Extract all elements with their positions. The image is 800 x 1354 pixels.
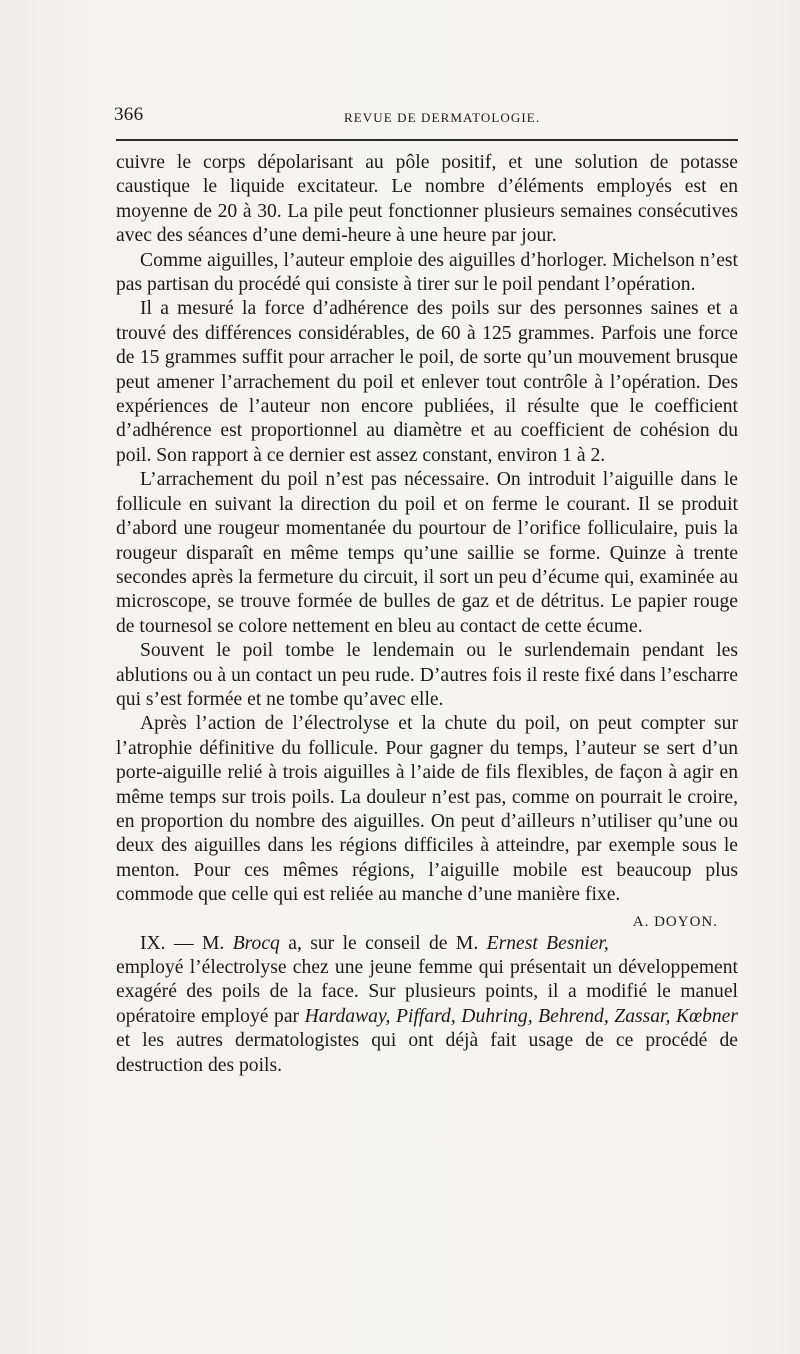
paragraph-6-text: Après l’action de l’électrolyse et la chute du poil, on peut compter sur l’atrophie définitive du follicule. Pour gagner du temps, l’auteur se sert d’un porte-aiguille relié à trois aiguilles à l’aide de fils flexibles, de façon à agir en même temps sur trois poils. La douleur n’est pas, comme on pourrait le croire, en proportion du nombre des aiguilles. On peut d’ailleurs n’utiliser qu’une ou deux des aiguilles dans les régions difficiles à atteindre, par exemple sous le menton. Pour ces mêmes régions, l’aiguille mobile est beaucoup plus commode que celle qui est reliée au manche d’une manière fixe. bbox=[116, 713, 738, 906]
paragraph-7-part-b: employé l’électrolyse chez une jeune femme qui présentait un développement exagéré des poils de la face. Sur plusieurs points, il a modifié le manuel opératoire employé par bbox=[116, 957, 738, 1027]
name-brocq: Brocq bbox=[232, 932, 280, 954]
paragraph-7-part-a: a, sur le conseil de M. bbox=[288, 932, 479, 954]
paragraph-1: cuivre le corps dépolarisant au pôle positif, et une solution de potasse caustique le liquide excitateur. Le nombre d’éléments employés est en moyenne de 20 à 30. La pile peut fonctionner plusieurs semaines consécutives avec des séances d’une demi-heure à une heure par jour. bbox=[116, 152, 738, 247]
paragraph-5: Souvent le poil tombe le lendemain ou le surlendemain pendant les ablutions ou à un contact un peu rude. D’autres fois il reste fixé dans l’escharre qui s’est formée et ne tombe qu’avec elle. bbox=[116, 640, 738, 710]
paragraph-7-part-c: et les autres dermatologistes qui ont déjà fait usage de ce procédé de destruction des poils. bbox=[116, 1030, 738, 1076]
paragraph-6 bbox=[116, 712, 738, 930]
names-dermatologists: Hardaway, Piffard, Duhring, Behrend, Zassar, Kœbner bbox=[304, 1005, 739, 1027]
author-signature: A. DOYON. bbox=[632, 913, 718, 930]
paragraph-3: Il a mesuré la force d’adhérence des poils sur des personnes saines et a trouvé des différences considérables, de 60 à 125 grammes. Parfois une force de 15 grammes suffit pour arracher le poil, de sorte qu’un mouvement brusque peut amener l’arrachement du poil et enlever tout contrôle à l’opération. Des expériences de l’auteur non encore publiées, il résulte que le coefficient d’adhérence est proportionnel au diamètre et au coefficient de cohésion du poil. Son rapport à ce dernier est assez constant, environ 1 à 2. bbox=[116, 298, 738, 466]
paragraph-4: L’arrachement du poil n’est pas nécessaire. On introduit l’aiguille dans le follicule en suivant la direction du poil et on ferme le courant. Il se produit d’abord une rougeur momentanée du pourtour de l’orifice folliculaire, puis la rougeur disparaît en même temps qu’une saillie se forme. Quinze à trente secondes après la fermeture du circuit, il sort un peu d’écume qui, examinée au microscope, se trouve formée de bulles de gaz et de détritus. Le papier rouge de tournesol se colore nettement en bleu au contact de cette écume. bbox=[116, 469, 738, 637]
page-header bbox=[114, 104, 738, 134]
header-rule bbox=[116, 139, 738, 141]
section-lead: IX. — M. bbox=[140, 932, 225, 954]
page-number: 366 bbox=[114, 104, 144, 125]
paragraph-7 bbox=[116, 932, 738, 1078]
paragraph-2: Comme aiguilles, l’auteur emploie des aiguilles d’horloger. Michelson n’est pas partisan du procédé qui consiste à tirer sur le poil pendant l’opération. bbox=[116, 249, 738, 296]
running-title: REVUE DE DERMATOLOGIE. bbox=[344, 110, 541, 125]
body-text bbox=[116, 151, 738, 1078]
name-besnier: Ernest Besnier, bbox=[486, 932, 609, 954]
